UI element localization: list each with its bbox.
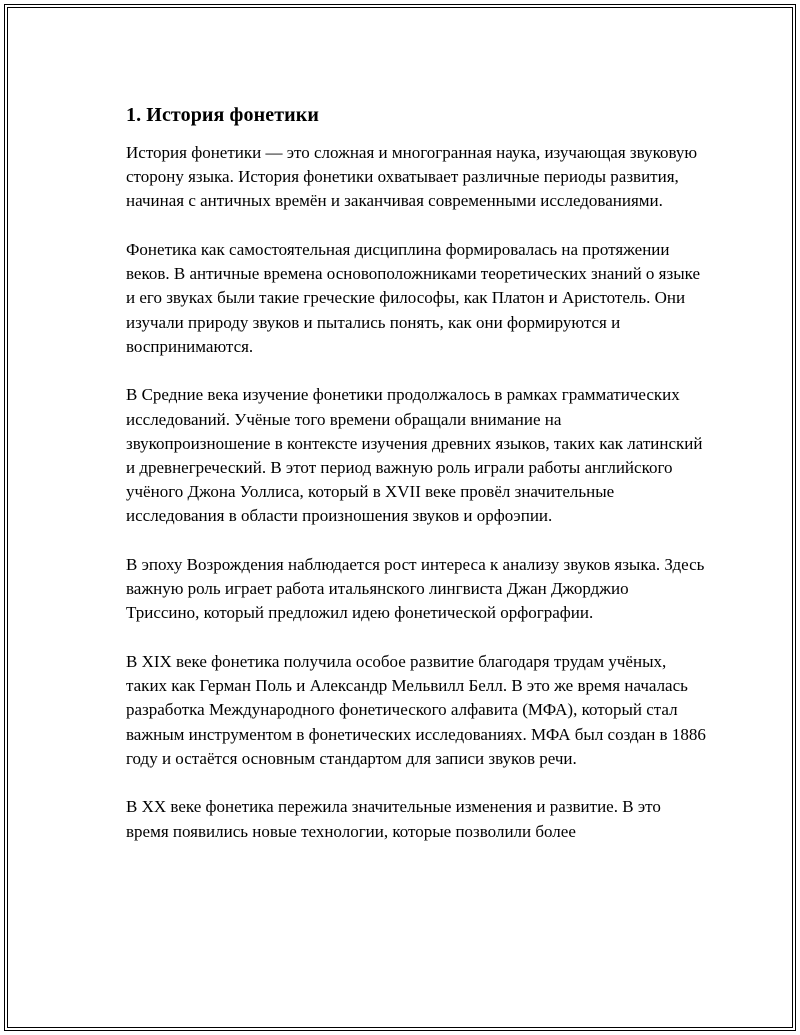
paragraph-renaissance: В эпоху Возрождения наблюдается рост интереса к анализу звуков языка. Здесь важную роль играет работа итальянского лингвиста Джан Джорджио Триссино, который предложил идею фонетической орфографии. [126,555,705,623]
paragraph-intro: История фонетики — это сложная и многогранная наука, изучающая звуковую сторону языка. История фонетики охватывает различные периоды развития, начиная с античных времён и заканчивая современными исследованиями. [126,143,698,211]
paragraph-middle-ages: В Средние века изучение фонетики продолжалось в рамках грамматических исследований. Учёные того времени обращали внимание на звукопроизношение в контексте изучения древних языков, таких как латинский и древнегреческий. В этот период важную роль играли работы английского учёного Джона Уоллиса, который в XVII веке провёл значительные исследования в области произношения звуков и орфоэпии. [126,385,703,526]
paragraph-19th-century: В XIX веке фонетика получила особое развитие благодаря трудам учёных, таких как Герман Поль и Александр Мельвилл Белл. В это же время началась разработка Международного фонетического алфавита (МФА), который стал важным инструментом в фонетических исследованиях. МФА был создан в 1886 году и остаётся основным стандартом для записи звуков речи. [126,652,706,768]
page-border [4,4,796,1031]
section-heading: 1. История фонетики [126,104,319,126]
document-body [126,101,706,844]
paragraph-20th-century: В XX веке фонетика пережила значительные изменения и развитие. В это время появились новые технологии, которые позволили более [126,797,661,841]
paragraph-antiquity: Фонетика как самостоятельная дисциплина формировалась на протяжении веков. В античные времена основоположниками теоретических знаний о языке и его звуках были такие греческие философы, как Платон и Аристотель. Они изучали природу звуков и пытались понять, как они формируются и воспринимаются. [126,240,700,356]
